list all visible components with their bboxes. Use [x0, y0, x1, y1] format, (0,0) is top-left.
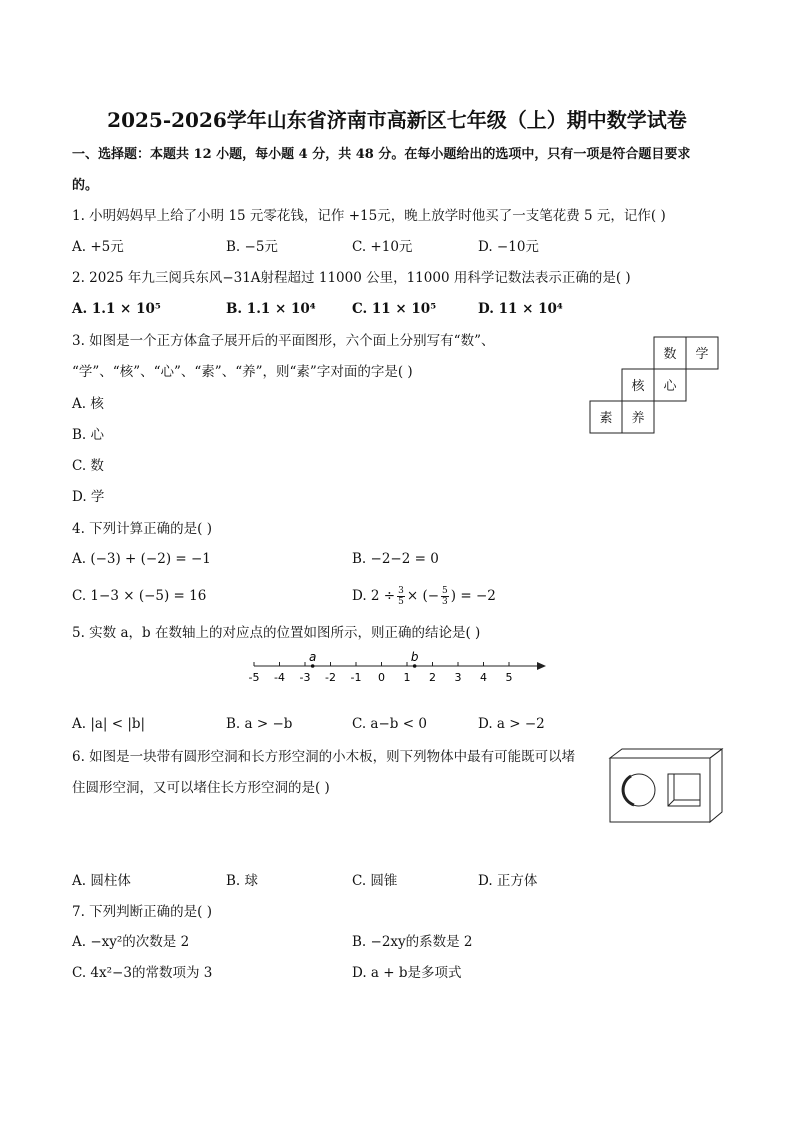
q4-stem: 4. 下列计算正确的是( ) [72, 521, 212, 537]
q4-frac1-den: 5 [398, 596, 404, 607]
q3-option-c: C. 数 [72, 458, 104, 474]
q6-stem-line2: 住圆形空洞，又可以堵住长方形空洞的是( ) [72, 780, 330, 796]
q6-stem-line1: 6. 如图是一块带有圆形空洞和长方形空洞的小木板，则下列物体中最有可能既可以堵 [72, 749, 576, 765]
net-face-yang: 养 [631, 411, 645, 426]
axis-tick-label: 0 [378, 671, 385, 684]
q3-option-a: A. 核 [72, 396, 104, 412]
exam-title: 2025-2026学年山东省济南市高新区七年级（上）期中数学试卷 [107, 108, 687, 132]
q4-option-d-suffix: ) = −2 [450, 588, 496, 604]
q5-option-d: D. a > −2 [478, 716, 545, 732]
q2-option-c: C. 11 × 10⁵ [352, 301, 437, 317]
q4-frac2-num: 5 [442, 585, 448, 596]
q7-stem: 7. 下列判断正确的是( ) [72, 904, 212, 920]
net-face-su: 素 [599, 411, 613, 426]
q5-option-b: B. a > −b [226, 716, 293, 732]
axis-tick-label: -2 [325, 671, 336, 684]
axis-tick-label: 5 [505, 671, 513, 684]
q3-option-b: B. 心 [72, 427, 105, 443]
section-heading-line2: 的。 [72, 178, 99, 193]
axis-tick-label: 2 [429, 671, 436, 684]
net-face-xin: 心 [663, 379, 677, 394]
q4-frac2-den: 3 [442, 596, 448, 607]
q4-frac1-num: 3 [398, 585, 404, 596]
q5-stem: 5. 实数 a，b 在数轴上的对应点的位置如图所示，则正确的结论是( ) [72, 625, 481, 641]
q7-option-c: C. 4x²−3的常数项为 3 [72, 965, 213, 981]
q2-stem: 2. 2025 年九三阅兵东风−31A射程超过 11000 公里，11000 用科学记数法表示正确的是( ) [72, 270, 631, 286]
wooden-board-figure [606, 746, 726, 826]
axis-tick-label: 1 [403, 671, 411, 684]
q7-option-b: B. −2xy的系数是 2 [352, 934, 473, 950]
q4-option-d-middle: × (− [406, 588, 440, 604]
q3-stem-line2: “学”、“核”、“心”、“素”、“养”，则“素”字对面的字是( ) [72, 364, 413, 380]
axis-tick-label: 3 [454, 671, 462, 684]
q4-option-d-prefix: D. 2 ÷ [352, 588, 396, 604]
point-b-label: b [410, 650, 419, 664]
q2-option-b: B. 1.1 × 10⁴ [226, 301, 316, 317]
axis-tick-label: -4 [274, 671, 285, 684]
q6-option-a: A. 圆柱体 [72, 873, 131, 889]
number-line-figure [240, 648, 560, 684]
point-a-dot [311, 664, 315, 668]
q1-stem: 1. 小明妈妈早上给了小明 15 元零花钱，记作 +15元，晚上放学时他买了一支笔花费 5 元，记作( ) [72, 208, 666, 224]
axis-tick-label: -3 [299, 671, 311, 684]
q2-option-d: D. 11 × 10⁴ [478, 301, 563, 317]
q6-option-c: C. 圆锥 [352, 873, 398, 889]
q3-option-d: D. 学 [72, 489, 105, 505]
net-face-xue: 学 [695, 347, 709, 362]
net-face-shu: 数 [663, 347, 677, 362]
section-heading-line1: 一、选择题：本题共 12 小题，每小题 4 分，共 48 分。在每小题给出的选项中，只有一项是符合题目要求 [72, 147, 691, 162]
q1-option-d: D. −10元 [478, 239, 539, 255]
q1-option-a: A. +5元 [72, 239, 124, 255]
axis-tick-label: -1 [350, 671, 362, 684]
q6-option-d: D. 正方体 [478, 873, 538, 889]
q4-option-c: C. 1−3 × (−5) = 16 [72, 588, 207, 604]
q5-option-a: A. |a| < |b| [72, 716, 146, 732]
q1-option-b: B. −5元 [226, 239, 278, 255]
point-a-label: a [308, 650, 317, 664]
q4-option-d [352, 580, 496, 612]
q6-option-b: B. 球 [226, 873, 259, 889]
q7-option-a: A. −xy²的次数是 2 [72, 934, 190, 950]
q1-option-c: C. +10元 [352, 239, 413, 255]
point-b-dot [413, 664, 417, 668]
net-face-he: 核 [631, 379, 645, 394]
axis-tick-label: -5 [248, 671, 260, 684]
q4-option-b: B. −2−2 = 0 [352, 551, 439, 567]
axis-tick-label: 4 [480, 671, 487, 684]
q3-stem-line1: 3. 如图是一个正方体盒子展开后的平面图形，六个面上分别写有“数”、 [72, 333, 495, 349]
q7-option-d: D. a + b是多项式 [352, 965, 462, 981]
q4-option-a: A. (−3) + (−2) = −1 [72, 551, 211, 567]
q5-option-c: C. a−b < 0 [352, 716, 427, 732]
cube-net-figure [588, 336, 724, 436]
q2-option-a: A. 1.1 × 10⁵ [72, 301, 161, 317]
